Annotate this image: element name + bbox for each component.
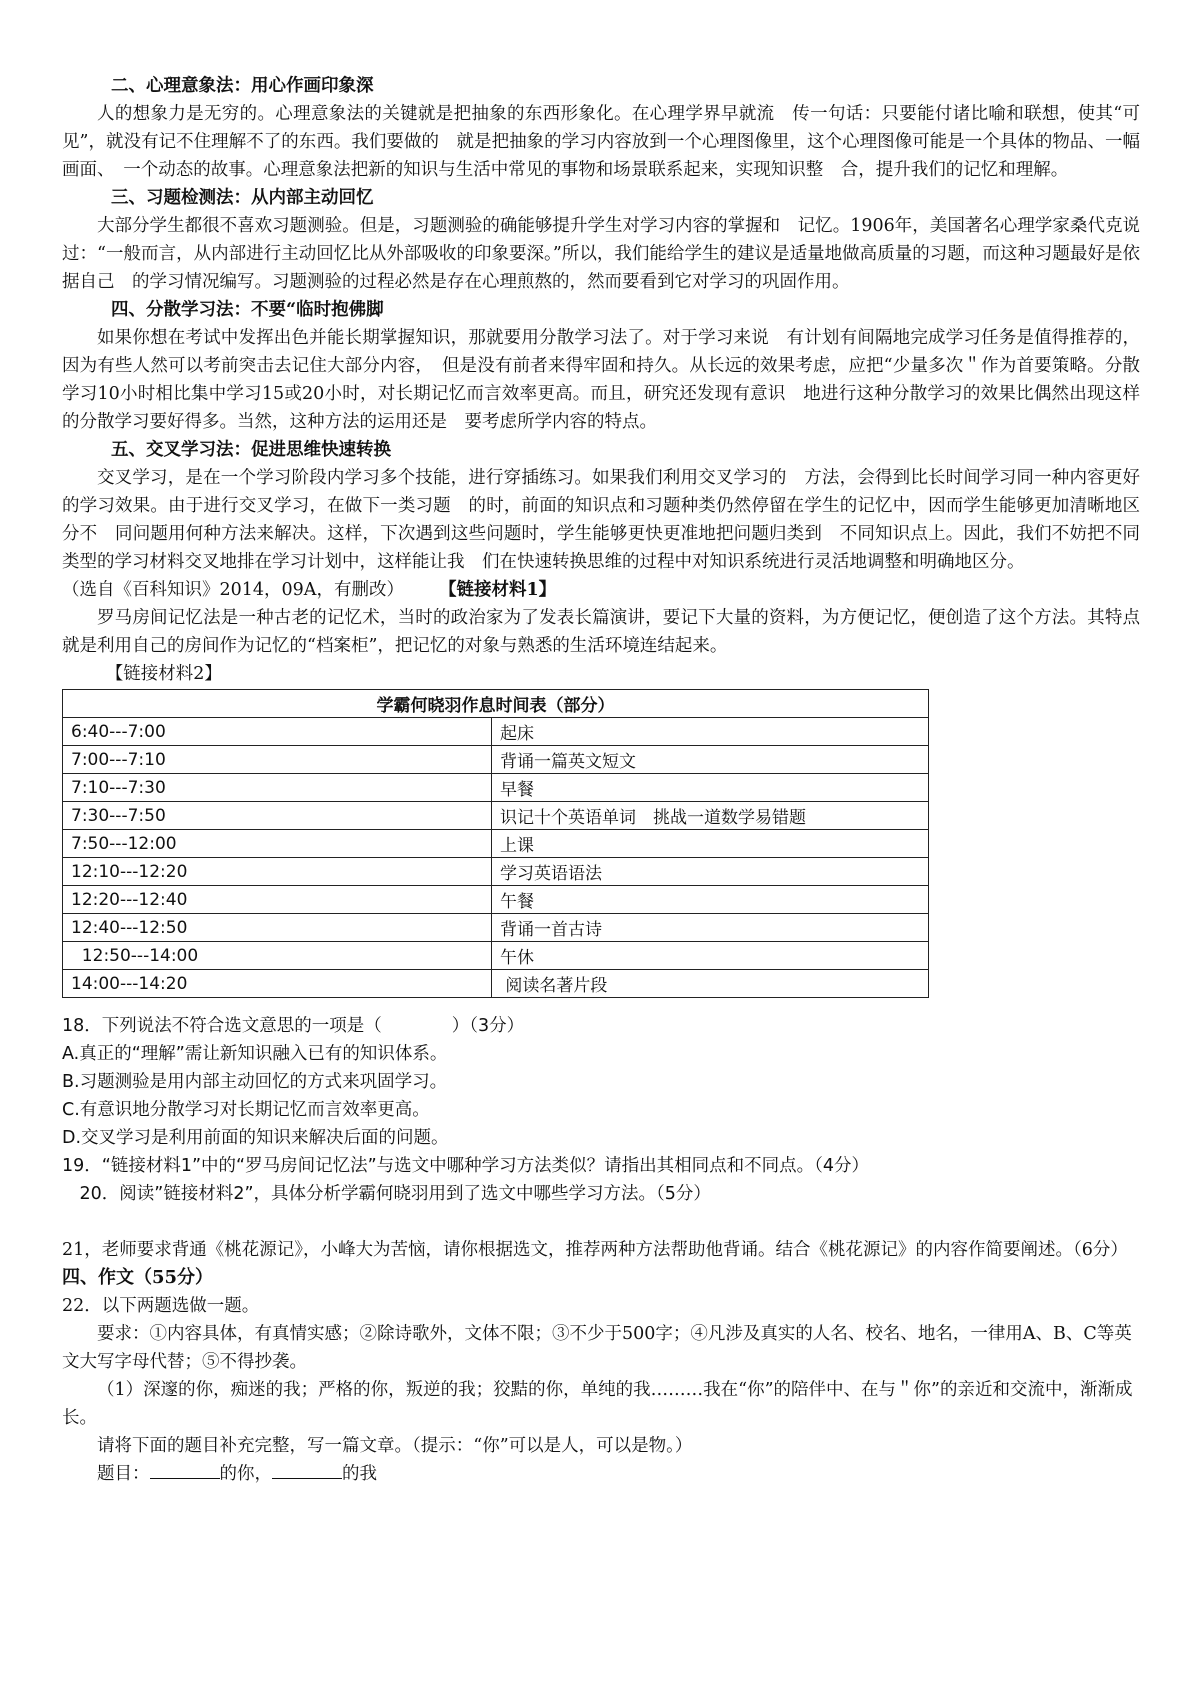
table-row (63, 802, 929, 830)
section-body-spaced: 如果你想在考试中发挥出色并能长期掌握知识，那就要用分散学习法了。对于学习来说 有计划有间隔地完成学习任务是值得推荐的，因为有些人然可以考前突击去记住大部分内容， 但是没有前者来得牢固和持久。从长远的效果考虑，应把“少量多次＂作为首要策略。分散 学习10小时相比集中学习15或20小时，对长期记忆而言效率更高。而且，研究还发现有意识 地进行这种分散学习的效果比偶然出现这样的分散学习要好得多。当然，这种方法的运用还是 要考虑所学内容的特点。 (62, 328, 1158, 432)
section-body-practice: 大部分学生都很不喜欢习题测验。但是，习题测验的确能够提升学生对学习内容的掌握和 记忆。1906年，美国著名心理学家桑代克说过：“一般而言，从内部进行主动回忆比从外部吸收的印象要深。”所以，我们能给学生的建议是适量地做高质量的习题，而这种习题最好是依据自己 的学习情况编写。习题测验的过程必然是存在心理煎熬的，然而要看到它对学习的巩固作用。 (62, 216, 1140, 292)
activity-cell: 背诵一篇英文短文 (492, 746, 929, 774)
time-cell: 12:50---14:00 (63, 942, 492, 970)
table-row (63, 774, 929, 802)
source-and-link1-line (62, 576, 1140, 604)
activity-cell: 背诵一首古诗 (492, 914, 929, 942)
document-page (62, 72, 1158, 1488)
essay-title-prefix: 题目： (97, 1464, 150, 1484)
table-row (63, 914, 929, 942)
table-header-row (63, 690, 929, 718)
activity-cell: 识记十个英语单词 挑战一道数学易错题 (492, 802, 929, 830)
question-18-option-d: D.交叉学习是利用前面的知识来解决后面的问题。 (62, 1128, 449, 1148)
activity-cell: 起床 (492, 718, 929, 746)
question-19: 19．“链接材料1”中的“罗马房间记忆法”与选文中哪种学习方法类似？请指出其相同点和不同点。（4分） (62, 1156, 870, 1176)
question-18-option-b: B.习题测验是用内部主动回忆的方式来巩固学习。 (62, 1072, 448, 1092)
essay-title-end: 的我 (342, 1464, 377, 1484)
question-21: 21，老师要求背通《桃花源记》，小峰大为苦恼，请你根据选文，推荐两种方法帮助他背诵。结合《桃花源记》的内容作简要阐述。（6分） (62, 1240, 1128, 1260)
table-row (63, 886, 929, 914)
time-cell: 7:50---12:00 (63, 830, 492, 858)
essay-section-title: 四、作文（55分） (62, 1267, 214, 1288)
activity-cell: 上课 (492, 830, 929, 858)
question-18: 18．下列说法不符合选文意思的一项是（ ）（3分） (62, 1016, 525, 1036)
question-22: 22．以下两题选做一题。 (62, 1296, 260, 1316)
source-note: （选自《百科知识》2014，09A，有删改） (62, 580, 396, 600)
time-cell: 7:10---7:30 (63, 774, 492, 802)
question-18-option-a: A.真正的“理解”需让新知识融入已有的知识体系。 (62, 1044, 448, 1064)
section-heading-imagery: 二、心理意象法：用心作画印象深 (111, 76, 374, 96)
activity-cell: 阅读名著片段 (492, 970, 929, 998)
schedule-table (62, 689, 929, 998)
link2-heading: 【链接材料2】 (105, 664, 222, 684)
question-20: 20．阅读”链接材料2”，具体分析学霸何晓羽用到了选文中哪些学习方法。（5分） (79, 1184, 711, 1204)
essay-title-line (62, 1460, 1140, 1488)
section-body-interleaved: 交叉学习，是在一个学习阶段内学习多个技能，进行穿插练习。如果我们利用交叉学习的 方法，会得到比长时间学习同一种内容更好的学习效果。由于进行交叉学习，在做下一类习题 的时，前面的知识点和习题种类仍然停留在学生的记忆中，因而学生能够更加清晰地区分不 同问题用何种方法来解决。这样，下次遇到这些问题时，学生能够更快更准地把问题归类到 不同知识点上。因此，我们不妨把不同类型的学习材料交叉地排在学习计划中，这样能让我 们在快速转换思维的过程中对知识系统进行灵活地调整和明确地区分。 (62, 468, 1140, 572)
time-cell: 12:10---12:20 (63, 858, 492, 886)
table-row (63, 718, 929, 746)
essay-instruction: 请将下面的题目补充完整，写一篇文章。（提示：“你”可以是人，可以是物。） (97, 1436, 693, 1456)
title-blank-2[interactable] (272, 1460, 342, 1479)
section-heading-practice: 三、习题检测法：从内部主动回忆 (111, 188, 374, 208)
question-18-option-c: C.有意识地分散学习对长期记忆而言效率更高。 (62, 1100, 430, 1120)
time-cell: 12:40---12:50 (63, 914, 492, 942)
table-row (63, 970, 929, 998)
essay-option-1: （1）深邃的你，痴迷的我；严格的你，叛逆的我；狡黠的你，单纯的我………我在“你”的陪伴中、在与＂你”的亲近和交流中，渐渐成长。 (62, 1380, 1133, 1428)
table-row (63, 830, 929, 858)
time-cell: 6:40---7:00 (63, 718, 492, 746)
table-row (63, 858, 929, 886)
section-heading-spaced: 四、分散学习法：不要“临时抱佛脚 (111, 300, 384, 320)
section-heading-interleaved: 五、交叉学习法：促进思维快速转换 (111, 440, 391, 460)
title-blank-1[interactable] (150, 1460, 220, 1479)
essay-requirements: 要求：①内容具体，有真情实感；②除诗歌外，文体不限；③不少于500字；④凡涉及真实的人名、校名、地名，一律用A、B、C等英文大写字母代替；⑤不得抄袭。 (62, 1324, 1132, 1372)
time-cell: 12:20---12:40 (63, 886, 492, 914)
table-title: 学霸何晓羽作息时间表（部分） (63, 690, 929, 718)
activity-cell: 午餐 (492, 886, 929, 914)
time-cell: 14:00---14:20 (63, 970, 492, 998)
activity-cell: 学习英语语法 (492, 858, 929, 886)
activity-cell: 早餐 (492, 774, 929, 802)
table-row (63, 942, 929, 970)
time-cell: 7:00---7:10 (63, 746, 492, 774)
time-cell: 7:30---7:50 (63, 802, 492, 830)
table-row (63, 746, 929, 774)
essay-title-mid: 的你， (219, 1464, 272, 1484)
section-body-imagery: 人的想象力是无穷的。心理意象法的关键就是把抽象的东西形象化。在心理学界早就流 传一句话：只要能付诸比喻和联想，使其“可见”，就没有记不住理解不了的东西。我们要做的 就是把抽象的学习内容放到一个心理图像里，这个心理图像可能是一个具体的物品、一幅画面、 一个动态的故事。心理意象法把新的知识与生活中常见的事物和场景联系起来，实现知识整 合，提升我们的记忆和理解。 (62, 104, 1140, 180)
link1-heading: 【链接材料1】 (447, 580, 557, 600)
link1-body: 罗马房间记忆法是一种古老的记忆术，当时的政治家为了发表长篇演讲，要记下大量的资料，为方便记忆，便创造了这个方法。其特点就是利用自己的房间作为记忆的“档案柜”，把记忆的对象与熟悉的生活环境连结起来。 (62, 608, 1140, 656)
activity-cell: 午休 (492, 942, 929, 970)
